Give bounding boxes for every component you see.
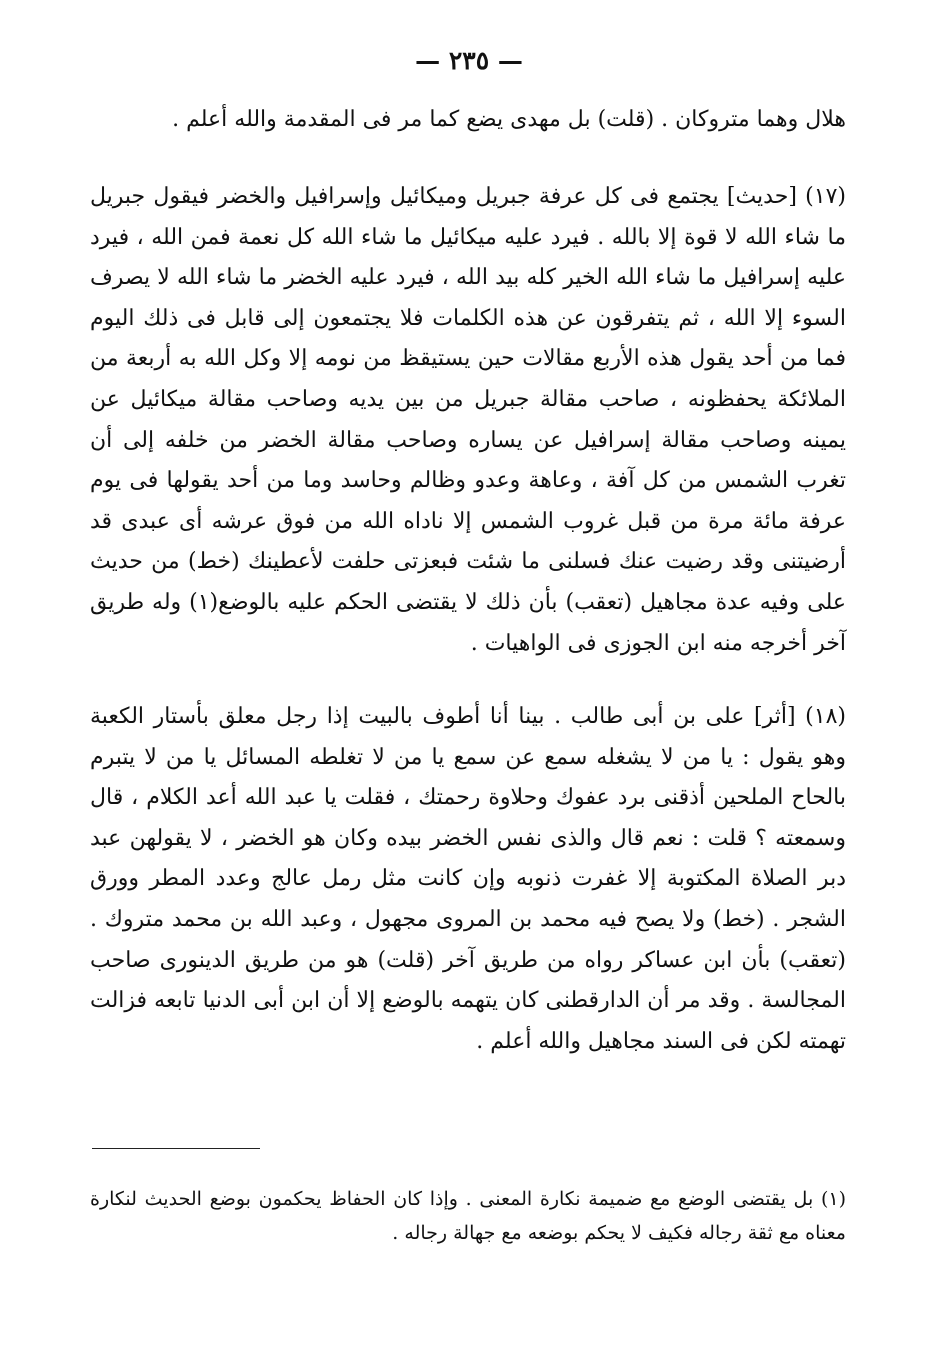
- footnote-divider: [92, 1148, 260, 1149]
- footnote: [90, 1182, 846, 1250]
- hadith-18-paragraph: [90, 697, 846, 1062]
- continuation-text: هلال وهما متروكان . (قلت) بل مهدى يضع كما مر فى المقدمة والله أعلم .: [172, 107, 846, 132]
- footnote-text: (١) بل يقتضى الوضع مع ضميمة نكارة المعنى . وإذا كان الحفاظ يحكمون بوضع الحديث لنكارة معناه مع ثقة رجاله فكيف لا يحكم بوضعه مع جهالة رجاله .: [90, 1188, 846, 1244]
- hadith-17-paragraph: [90, 177, 846, 664]
- page-number: — ٢٣٥ —: [415, 46, 523, 75]
- hadith-18-text: (١٨) [أثر] على بن أبى طالب . بينا أنا أطوف بالبيت إذا رجل معلق بأستار الكعبة وهو يقول : يا من لا يشغله سمع عن سمع يا من لا تغلطه المسائل يا من لا يتبرم بالحاح الملحين أذقنى برد عفوك وحلاوة رحمتك ، فقلت يا عبد الله أعد الكلام ، قال وسمعته ؟ قلت : نعم قال والذى نفس الخضر بيده وكان هو الخضر ، لا يقولهن عبد دبر الصلاة المكتوبة إلا غفرت ذنوبه وإن كانت مثل رمل عالج وعدد المطر وورق الشجر . (خط) ولا يصح فيه محمد بن المروى مجهول ، وعبد الله بن محمد متروك . (تعقب) بأن ابن عساكر رواه من طريق آخر (قلت) هو من طريق الدينورى صاحب المجالسة . وقد مر أن الدارقطنى كان يتهمه بالوضع إلا أن ابن أبى الدنيا تابعه فزالت تهمته لكن فى السند مجاهيل والله أعلم .: [90, 704, 846, 1054]
- hadith-17-text: (١٧) [حديث] يجتمع فى كل عرفة جبريل وميكائيل وإسرافيل والخضر فيقول جبريل ما شاء الله لا قوة إلا بالله . فيرد عليه ميكائيل ما شاء الله كل نعمة فمن الله ، فيرد عليه إسرافيل ما شاء الله الخير كله بيد الله ، فيرد عليه الخضر ما شاء الله لا يصرف السوء إلا الله ، ثم يتفرقون عن هذه الكلمات فلا يجتمعون إلى قابل فى ذلك اليوم فما من أحد يقول هذه الأربع مقالات حين يستيقظ من نومه إلا وكل الله به أربعة من الملائكة يحفظونه ، صاحب مقالة جبريل من بين يديه وصاحب مقالة ميكائيل عن يمينه وصاحب مقالة إسرافيل عن يساره وصاحب مقالة الخضر من خلفه إلى أن تغرب الشمس من كل آفة ، وعاهة وعدو وظالم وحاسد وما من أحد يقولها فى يوم عرفة مائة مرة من قبل غروب الشمس إلا ناداه الله من فوق عرشه أى عبدى قد أرضيتنى وقد رضيت عنك فسلنى ما شئت فبعزتى حلفت لأعطينك (خط) من حديث على وفيه عدة مجاهيل (تعقب) بأن ذلك لا يقتضى الحكم عليه بالوضع(١) وله طريق آخر أخرجه منه ابن الجوزى فى الواهيات .: [90, 184, 846, 656]
- continuation-paragraph: [90, 100, 846, 141]
